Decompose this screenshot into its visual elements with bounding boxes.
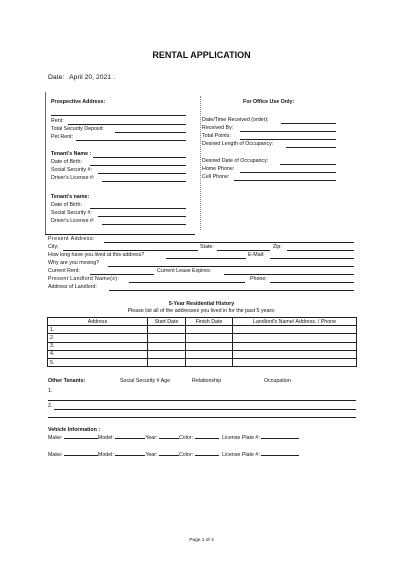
other-tenants-label: Other Tenants:: [48, 378, 86, 384]
other-tenants-col-ssn: Social Security # Age: [120, 378, 171, 384]
history-title: 5-Year Residential History: [168, 301, 235, 307]
page-title: RENTAL APPLICATION: [152, 50, 251, 60]
state-field[interactable]: [217, 250, 270, 251]
how-long-label: How long have you lived at this address?: [48, 252, 145, 258]
history-cell[interactable]: [186, 358, 233, 366]
tenant1-license-field[interactable]: [102, 181, 186, 182]
landlord-address-label: Address of Landlord:: [48, 284, 97, 290]
history-row-number[interactable]: 1.: [48, 326, 148, 334]
vehicle-row: [48, 433, 299, 442]
zip-field[interactable]: [287, 250, 354, 251]
history-col-start: Start Date: [148, 318, 186, 326]
vehicle-model-field[interactable]: [115, 450, 145, 456]
vehicle-model-field[interactable]: [115, 433, 145, 439]
office-home-phone-field[interactable]: [240, 172, 336, 173]
office-received-label: Date/Time Received (order):: [202, 117, 269, 123]
prospective-address-field[interactable]: [51, 115, 186, 116]
history-header-row: [48, 318, 357, 326]
tenant2-ssn-field[interactable]: [98, 216, 186, 217]
table-row: [48, 334, 357, 342]
pet-rent-label: Pet Rent:: [51, 134, 74, 140]
history-cell[interactable]: [186, 334, 233, 342]
security-deposit-field[interactable]: [115, 132, 186, 133]
office-received-by-label: Received By:: [202, 125, 234, 131]
vehicle-color-field[interactable]: [195, 433, 219, 439]
vehicle-year-label: Year:: [145, 435, 158, 441]
page-footer: Page 1 of 4: [189, 538, 214, 543]
history-cell[interactable]: [233, 326, 357, 334]
other-tenant-line[interactable]: [48, 400, 356, 401]
state-label: State:: [200, 244, 214, 250]
vehicle-year-field[interactable]: [159, 433, 179, 439]
security-deposit-label: Total Security Deposit:: [51, 126, 104, 132]
why-moving-field[interactable]: [108, 266, 354, 267]
vehicle-plate-field[interactable]: [261, 433, 299, 439]
office-cell-phone-field[interactable]: [234, 180, 336, 181]
vehicle-model-label: Model:: [97, 435, 114, 441]
history-cell[interactable]: [148, 326, 186, 334]
other-tenant-row-number: 2.: [48, 403, 53, 409]
history-cell[interactable]: [233, 342, 357, 350]
history-cell[interactable]: [233, 358, 357, 366]
vehicle-make-field[interactable]: [64, 450, 98, 456]
box-divider: [200, 96, 201, 230]
tenant2-dob-field[interactable]: [90, 208, 186, 209]
date-value: April 20, 2021 .: [69, 74, 115, 81]
tenant1-ssn-field[interactable]: [98, 173, 186, 174]
tenant2-license-label: Driver's License #:: [51, 218, 95, 224]
history-table: [47, 317, 357, 367]
other-tenants-col-relationship: Relationship: [192, 378, 222, 384]
tenant1-dob-field[interactable]: [90, 165, 186, 166]
history-cell[interactable]: [186, 342, 233, 350]
vehicle-title: Vehicle Information :: [48, 427, 101, 433]
history-row-number[interactable]: 2.: [48, 334, 148, 342]
history-cell[interactable]: [186, 350, 233, 358]
history-col-finish: Finish Date: [186, 318, 233, 326]
table-row: [48, 350, 357, 358]
office-desired-date-field[interactable]: [280, 164, 336, 165]
present-address-label: Present Address:: [48, 236, 95, 242]
landlord-phone-field[interactable]: [270, 282, 354, 283]
rent-label: Rent:: [51, 118, 64, 124]
office-cell-phone-label: Cell Phone:: [202, 174, 230, 180]
table-row: [48, 326, 357, 334]
vehicle-model-label: Model:: [97, 452, 114, 458]
box-bottom-border: [45, 234, 195, 235]
tenant1-license-label: Driver's License #:: [51, 175, 95, 181]
tenant1-ssn-label: Social Security #:: [51, 167, 92, 173]
lease-expires-label: Current Lease Expires:: [157, 268, 212, 274]
office-length-field[interactable]: [286, 147, 336, 148]
history-cell[interactable]: [233, 334, 357, 342]
email-field[interactable]: [270, 258, 354, 259]
pet-rent-field[interactable]: [76, 140, 186, 141]
history-col-address: Address: [48, 318, 148, 326]
date-label: Date:: [48, 74, 65, 81]
history-row-number[interactable]: 4.: [48, 350, 148, 358]
present-landlord-field[interactable]: [129, 282, 245, 283]
office-total-points-field[interactable]: [240, 139, 336, 140]
vehicle-color-label: Color:: [178, 435, 194, 441]
vehicle-make-label: Make:: [48, 452, 63, 458]
history-cell[interactable]: [148, 358, 186, 366]
tenant2-license-field[interactable]: [102, 224, 186, 225]
city-field[interactable]: [63, 250, 198, 251]
office-use-title: For Office Use Only:: [243, 99, 295, 105]
history-cell[interactable]: [148, 334, 186, 342]
vehicle-color-field[interactable]: [195, 450, 219, 456]
office-length-label: Desired Length of Occupancy:: [202, 141, 274, 147]
history-row-number[interactable]: 3.: [48, 342, 148, 350]
current-rent-label: Current Rent:: [48, 268, 80, 274]
vehicle-year-label: Year:: [145, 452, 158, 458]
vehicle-make-label: Make:: [48, 435, 63, 441]
office-total-points-label: Total Points:: [202, 133, 231, 139]
box-left-border: [45, 92, 46, 234]
landlord-phone-label: Phone:: [250, 276, 267, 282]
table-row: [48, 342, 357, 350]
office-desired-date-label: Desired Date of Occupancy:: [202, 158, 269, 164]
date-line: [48, 74, 115, 81]
office-received-by-field[interactable]: [240, 131, 336, 132]
history-subtitle: Please list all of the addresses you lived in for the past 5 years:: [127, 308, 276, 314]
office-received-field[interactable]: [281, 123, 336, 124]
landlord-address-field[interactable]: [109, 290, 354, 291]
history-cell[interactable]: [148, 350, 186, 358]
vehicle-plate-field[interactable]: [261, 450, 299, 456]
present-address-field[interactable]: [104, 242, 354, 243]
other-tenant-line[interactable]: [54, 409, 356, 410]
lease-expires-field[interactable]: [224, 274, 354, 275]
why-moving-label: Why are you moving?: [48, 260, 100, 266]
present-landlord-label: Present Landlord Name(s):: [48, 276, 120, 282]
how-long-field[interactable]: [166, 258, 246, 259]
tenant2-name-label: Tenant's name:: [51, 194, 90, 200]
history-cell[interactable]: [186, 326, 233, 334]
current-rent-field[interactable]: [90, 274, 154, 275]
history-row-number[interactable]: 5.: [48, 358, 148, 366]
table-row: [48, 358, 357, 366]
tenant1-name-field[interactable]: [93, 157, 186, 158]
tenant2-dob-label: Date of Birth:: [51, 202, 82, 208]
vehicle-make-field[interactable]: [64, 433, 98, 439]
other-tenants-col-occupation: Occupation: [264, 378, 291, 384]
history-cell[interactable]: [148, 342, 186, 350]
prospective-address-label: Prospective Address:: [51, 99, 106, 105]
city-label: City:: [48, 244, 59, 250]
zip-label: Zip:: [273, 244, 282, 250]
tenant1-name-label: Tenant's Name :: [51, 151, 92, 157]
other-tenant-line[interactable]: [48, 417, 356, 418]
other-tenant-row-number: 1.: [48, 388, 53, 394]
vehicle-plate-label: License Plate #:: [222, 452, 260, 458]
office-home-phone-label: Home Phone:: [202, 166, 235, 172]
vehicle-year-field[interactable]: [159, 450, 179, 456]
vehicle-plate-label: License Plate #:: [222, 435, 260, 441]
email-label: E-Mail:: [248, 252, 265, 258]
history-col-landlord: Landlord's Name/ Address. / Phone: [233, 318, 357, 326]
history-cell[interactable]: [233, 350, 357, 358]
rent-field[interactable]: [68, 124, 186, 125]
vehicle-row: [48, 450, 299, 459]
tenant1-dob-label: Date of Birth:: [51, 159, 82, 165]
vehicle-color-label: Color:: [178, 452, 194, 458]
tenant2-ssn-label: Social Security #:: [51, 210, 92, 216]
